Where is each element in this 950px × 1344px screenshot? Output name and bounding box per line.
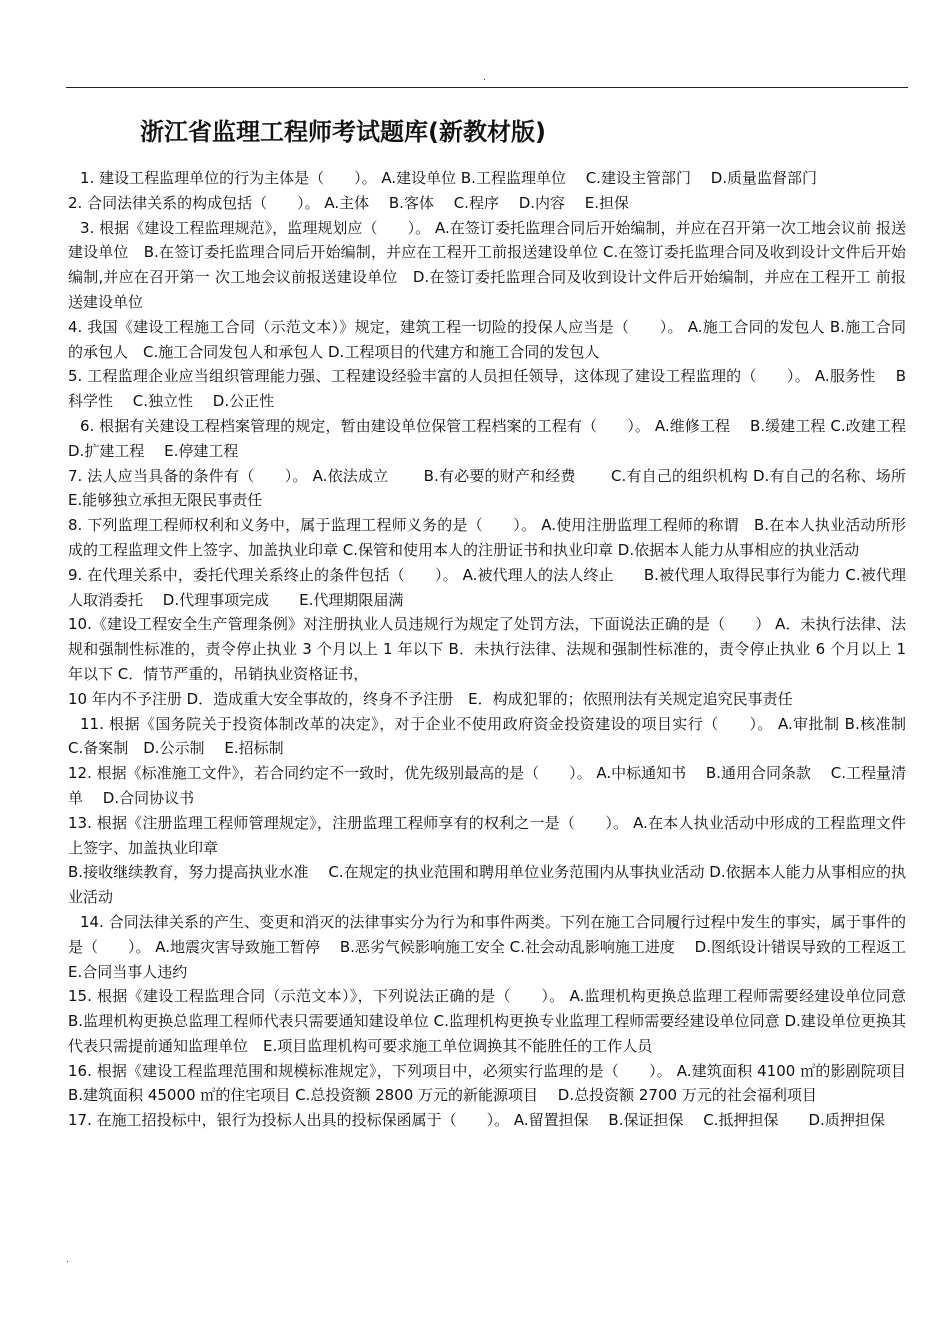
question-item: 17. 在施工招投标中，银行为投标人出具的投标保函属于（ ）。 A.留置担保 B.保证担保 C.抵押担保 D.质押担保 bbox=[68, 1111, 885, 1130]
question-item: 15. 根据《建设工程监理合同（示范文本）》，下列说法正确的是（ ）。 A.监理机构更换总监理工程师需要经建设单位同意 B.监理机构更换总监理工程师代表只需要通知建设单位 C.监理机构更换专业监理工程师需要经建设单位同意 D.建设单位更换其代表只需提前通知监理单位 E.项目监理机构可要求施工单位调换其不能胜任的工作人员 bbox=[68, 987, 906, 1055]
question-item: B.接收继续教育，努力提高执业水准 C.在规定的执业范围和聘用单位业务范围内从事执业活动 D.依据本人能力从事相应的执业活动 bbox=[68, 863, 906, 907]
question-item: 11. 根据《国务院关于投资体制改革的决定》，对于企业不使用政府资金投资建设的项目实行（ ）。 A.审批制 B.核准制 C.备案制 D.公示制 E.招标制 bbox=[68, 714, 922, 758]
question-item: 14. 合同法律关系的产生、变更和消灭的法律事实分为行为和事件两类。下列在施工合同履行过程中发生的事实，属于事件的是（ ）。 A.地震灾害导致施工暂停 B.恶劣气候影响施工安全 C.社会动乱影响施工进度 D.图纸设计错误导致的工程返工 E.合同当事人违约 bbox=[68, 912, 906, 981]
question-item: 5. 工程监理企业应当组织管理能力强、工程建设经验丰富的人员担任领导，这体现了建设工程监理的（ ）。 A.服务性 B 科学性 C.独立性 D.公正性 bbox=[68, 367, 906, 411]
question-item: 7. 法人应当具备的条件有（ ）。 A.依法成立 B.有必要的财产和经费 C.有自己的组织机构 D.有自己的名称、场所 E.能够独立承担无限民事责任 bbox=[68, 466, 926, 510]
question-item: 10.《建设工程安全生产管理条例》对注册执业人员违规行为规定了处罚方法，下面说法正确的是（ ） A．未执行法律、法规和强制性标准的，责令停止执业 3 个月以上 1 年以下 B．未执行法律、法规和强制性标准的，责令停止执业 6 个月以上 1 年以下 C．情节严重的，吊销执业资格证书， bbox=[68, 615, 906, 683]
header-dot: . bbox=[483, 73, 486, 83]
footer-dot: . bbox=[66, 1255, 69, 1265]
question-item: 2. 合同法律关系的构成包括（ ）。 A.主体 B.客体 C.程序 D.内容 E.担保 bbox=[68, 193, 630, 212]
page-title: 浙江省监理工程师考试题库(新教材版) bbox=[140, 118, 546, 146]
question-item: 9. 在代理关系中，委托代理关系终止的条件包括（ ）。 A.被代理人的法人终止 B.被代理人取得民事行为能力 C.被代理人取消委托 D.代理事项完成 E.代理期限届满 bbox=[68, 565, 906, 609]
question-item: 3. 根据《建设工程监理规范》，监理规划应（ ）。 A.在签订委托监理合同后开始编制，并应在召开第一次工地会议前 报送建设单位 B.在签订委托监理合同后开始编制，并应在工程开工前报送建设单位 C.在签订委托监理合同及收到设计文件后开始编制,并应在召开第一 次工地会议前报送建设单位 D.在签订委托监理合同及收到设计文件后开始编制，并应在工程开工 前报送建设单位 bbox=[68, 218, 906, 311]
question-item: 8. 下列监理工程师权利和义务中，属于监理工程师义务的是（ ）。 A.使用注册监理工程师的称谓 B.在本人执业活动所形成的工程监理文件上签字、加盖执业印章 C.保管和使用本人的注册证书和执业印章 D.依据本人能力从事相应的执业活动 bbox=[68, 516, 906, 559]
question-item: 13. 根据《注册监理工程师管理规定》，注册监理工程师享有的权利之一是（ ）。 A.在本人执业活动中形成的工程监理文件上签字、加盖执业印章 bbox=[68, 813, 906, 857]
question-item: 10 年内不予注册 D．造成重大安全事故的，终身不予注册 E．构成犯罪的；依照刑法有关规定追究民事责任 bbox=[68, 689, 793, 708]
question-item: 12. 根据《标准施工文件》，若合同约定不一致时，优先级别最高的是（ ）。 A.中标通知书 B.通用合同条款 C.工程量清单 D.合同协议书 bbox=[68, 764, 906, 807]
question-item: 1. 建设工程监理单位的行为主体是（ ）。 A.建设单位 B.工程监理单位 C.建设主管部门 D.质量监督部门 bbox=[80, 169, 818, 187]
question-list bbox=[68, 166, 926, 1133]
question-item: 4. 我国《建设工程施工合同（示范文本）》规定，建筑工程一切险的投保人应当是（ ）。 A.施工合同的发包人 B.施工合同的承包人 C.施工合同发包人和承包人 D.工程项目的代建方和施工合同的发包人 bbox=[68, 317, 906, 361]
question-item: 16. 根据《建设工程监理范围和规模标准规定》，下列项目中，必须实行监理的是（ ）。 A.建筑面积 4100 ㎡的影剧院项目 B.建筑面积 45000 ㎡的住宅项目 C.总投资额 2800 万元的新能源项目 D.总投资额 2700 万元的社会福利项目 bbox=[68, 1061, 926, 1105]
question-item: 6. 根据有关建设工程档案管理的规定，暂由建设单位保管工程档案的工程有（ ）。 A.维修工程 B.缓建工程 C.改建工程 D.扩建工程 E.停建工程 bbox=[68, 416, 906, 460]
header-rule bbox=[66, 87, 908, 88]
